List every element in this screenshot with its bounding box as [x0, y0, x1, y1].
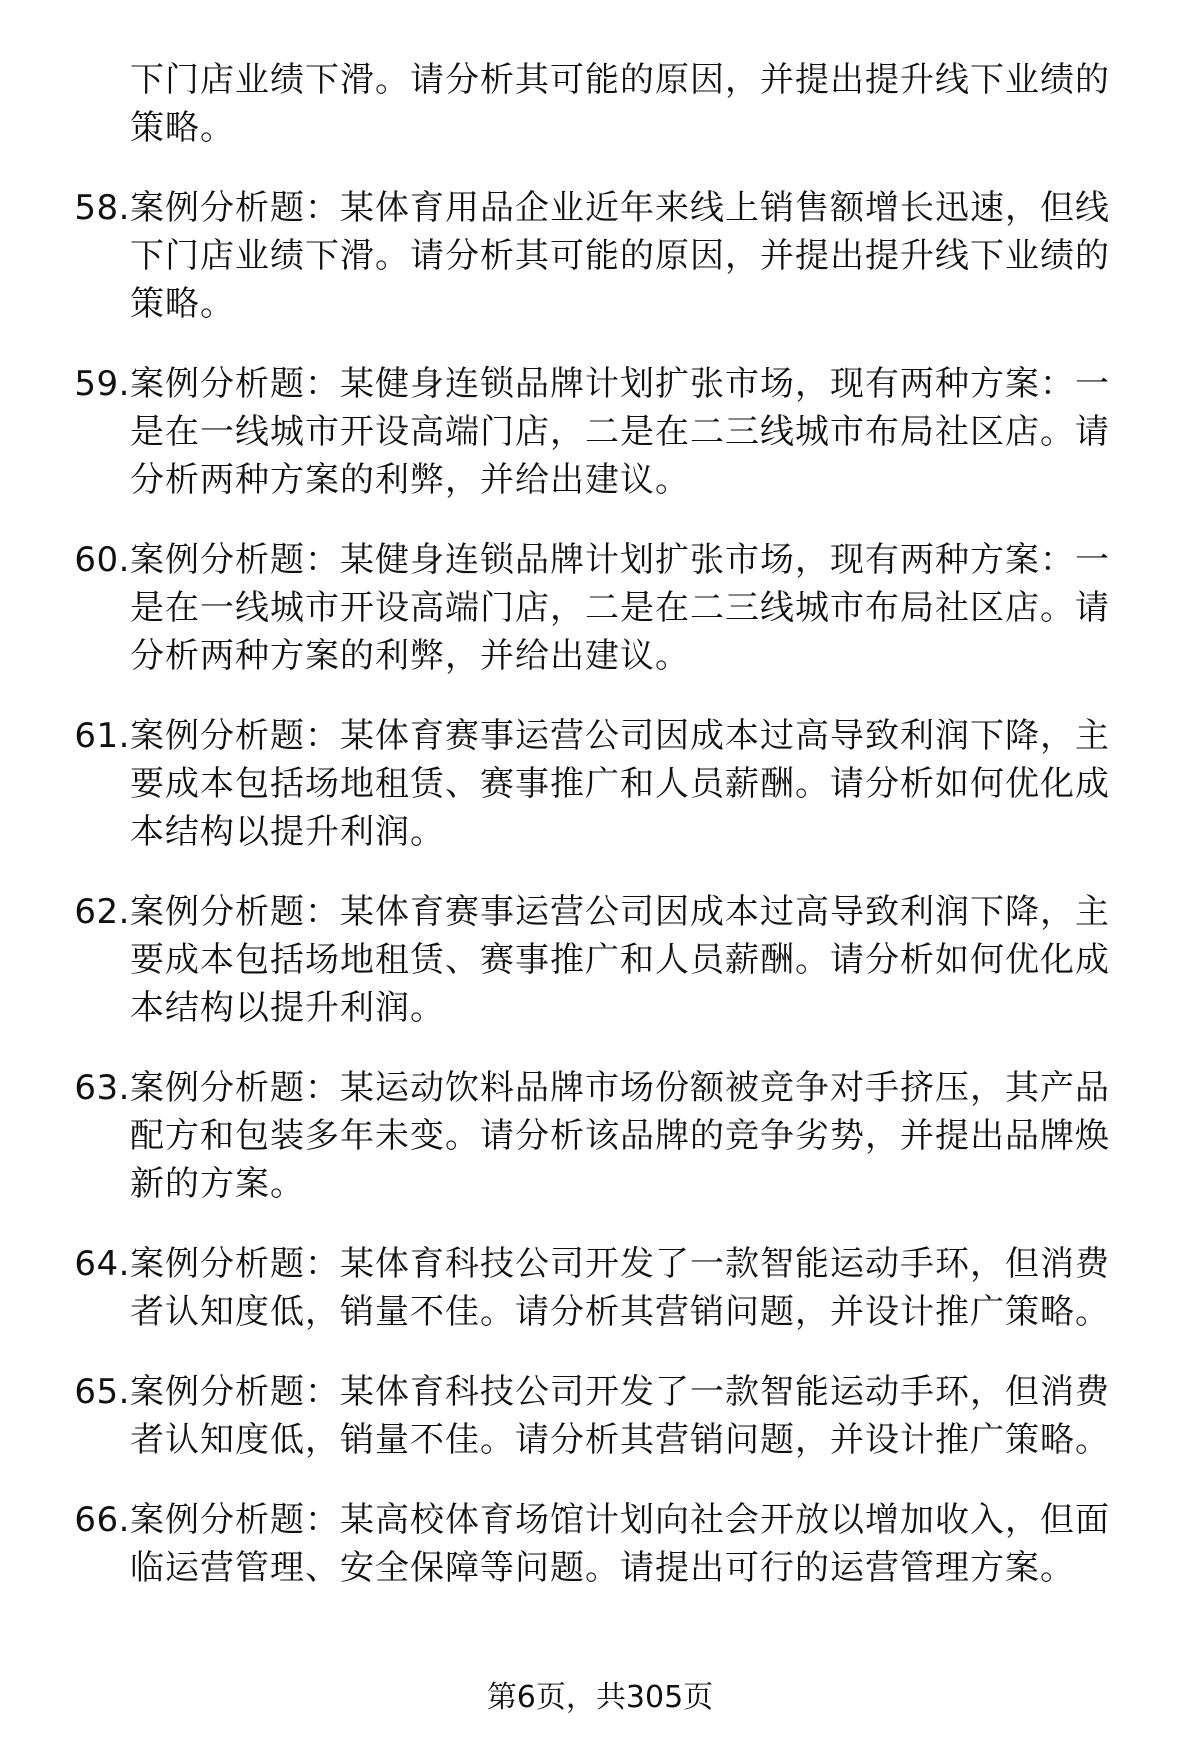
question-text: 案例分析题：某体育用品企业近年来线上销售额增长迅速，但线下门店业绩下滑。请分析其可能的原因，并提出提升线下业绩的策略。 [130, 188, 1110, 324]
question-item [0, 360, 1200, 504]
question-number: 58. [74, 188, 130, 228]
page-footer: 第6页，共305页 [486, 1680, 714, 1715]
question-text: 案例分析题：某体育赛事运营公司因成本过高导致利润下降，主要成本包括场地租赁、赛事推广和人员薪酬。请分析如何优化成本结构以提升利润。 [130, 716, 1110, 852]
question-text: 案例分析题：某运动饮料品牌市场份额被竞争对手挤压，其产品配方和包装多年未变。请分析该品牌的竞争劣势，并提出品牌焕新的方案。 [130, 1068, 1110, 1204]
question-number: 66. [74, 1500, 130, 1540]
question-item [0, 1064, 1200, 1208]
question-text: 下门店业绩下滑。请分析其可能的原因，并提出提升线下业绩的策略。 [130, 60, 1110, 148]
question-text: 案例分析题：某健身连锁品牌计划扩张市场，现有两种方案：一是在一线城市开设高端门店，二是在二三线城市布局社区店。请分析两种方案的利弊，并给出建议。 [130, 364, 1110, 500]
question-item [0, 184, 1200, 328]
question-number: 64. [74, 1244, 130, 1284]
question-item [0, 888, 1200, 1032]
question-number: 60. [74, 540, 130, 580]
question-number: 62. [74, 892, 130, 932]
question-item [0, 536, 1200, 680]
question-continuation [0, 56, 1200, 152]
question-number: 59. [74, 364, 130, 404]
question-item [0, 712, 1200, 856]
question-text: 案例分析题：某高校体育场馆计划向社会开放以增加收入，但面临运营管理、安全保障等问题。请提出可行的运营管理方案。 [130, 1500, 1110, 1588]
question-text: 案例分析题：某体育科技公司开发了一款智能运动手环，但消费者认知度低，销量不佳。请分析其营销问题，并设计推广策略。 [130, 1372, 1110, 1460]
question-number: 65. [74, 1372, 130, 1412]
question-text: 案例分析题：某健身连锁品牌计划扩张市场，现有两种方案：一是在一线城市开设高端门店，二是在二三线城市布局社区店。请分析两种方案的利弊，并给出建议。 [130, 540, 1110, 676]
question-text: 案例分析题：某体育科技公司开发了一款智能运动手环，但消费者认知度低，销量不佳。请分析其营销问题，并设计推广策略。 [130, 1244, 1110, 1332]
question-item [0, 1240, 1200, 1336]
question-number: 61. [74, 716, 130, 756]
question-list [0, 56, 1200, 1624]
question-item [0, 1368, 1200, 1464]
question-item [0, 1496, 1200, 1592]
question-number: 63. [74, 1068, 130, 1108]
question-text: 案例分析题：某体育赛事运营公司因成本过高导致利润下降，主要成本包括场地租赁、赛事推广和人员薪酬。请分析如何优化成本结构以提升利润。 [130, 892, 1110, 1028]
